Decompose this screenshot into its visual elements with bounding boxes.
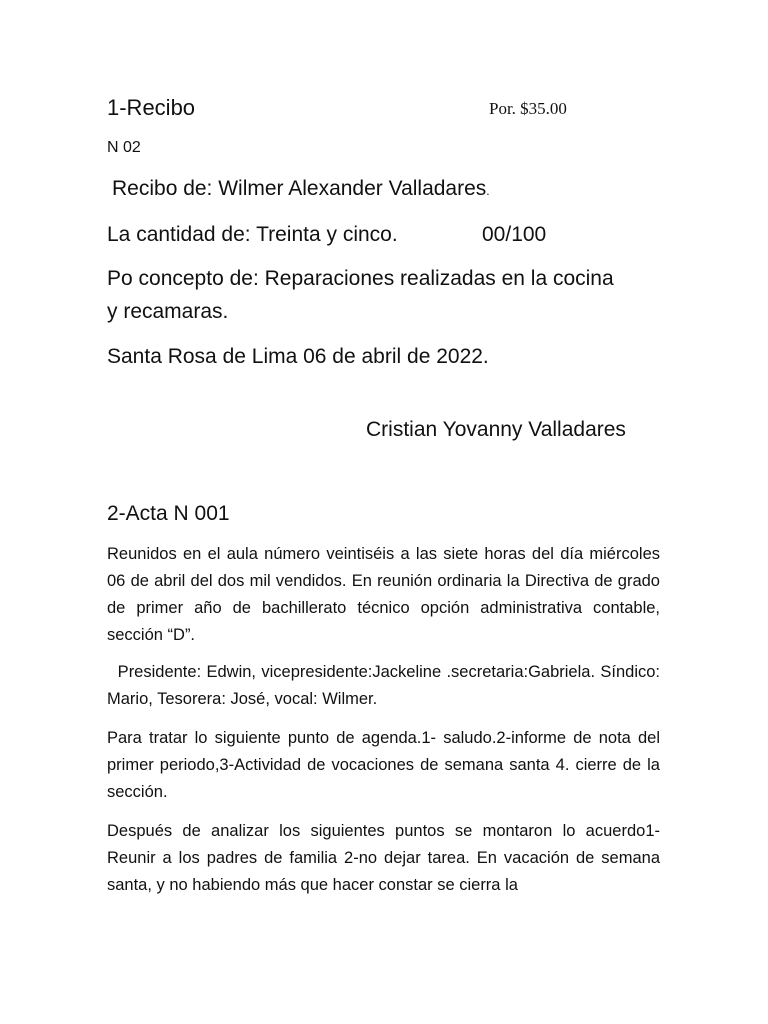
minutes-paragraph-agenda: Para tratar lo siguiente punto de agenda.1- saludo.2-informe de nota del primer periodo,3-Actividad de vocaciones de semana santa 4. cierre de la sección. bbox=[107, 729, 660, 801]
amount-in-words: La cantidad de: Treinta y cinco. bbox=[107, 223, 398, 246]
signature-name: Cristian Yovanny Valladares bbox=[366, 418, 626, 441]
minutes-paragraph-agreements: Después de analizar los siguientes puntos se montaron lo acuerdo1- Reunir a los padres de familia 2-no dejar tarea. En vacación de semana santa, y no habiendo más que hacer constar se cierra la bbox=[107, 822, 660, 894]
received-from-line bbox=[112, 177, 490, 201]
receipt-number: N 02 bbox=[107, 139, 141, 156]
received-from-dot: . bbox=[486, 184, 490, 198]
place-and-date: Santa Rosa de Lima 06 de abril de 2022. bbox=[107, 345, 489, 368]
receipt-amount: Por. $35.00 bbox=[489, 99, 567, 118]
received-from-text: Recibo de: Wilmer Alexander Valladares bbox=[112, 177, 487, 200]
receipt-title: 1-Recibo bbox=[107, 95, 196, 120]
minutes-paragraph-members: Presidente: Edwin, vicepresidente:Jackeline .secretaria:Gabriela. Síndico: Mario, Tesorera: José, vocal: Wilmer. bbox=[107, 663, 660, 708]
minutes-title: 2-Acta N 001 bbox=[107, 502, 230, 525]
amount-cents: 00/100 bbox=[482, 223, 547, 246]
concept-line-1: Po concepto de: Reparaciones realizadas en la cocina bbox=[107, 267, 614, 290]
minutes-paragraph-meeting: Reunidos en el aula número veintiséis a las siete horas del día miércoles 06 de abril del dos mil vendidos. En reunión ordinaria la Directiva de grado de primer año de bachillerato técnico opción administrativa contable, sección “D”. bbox=[107, 545, 660, 644]
concept-line-2: y recamaras. bbox=[107, 300, 229, 323]
